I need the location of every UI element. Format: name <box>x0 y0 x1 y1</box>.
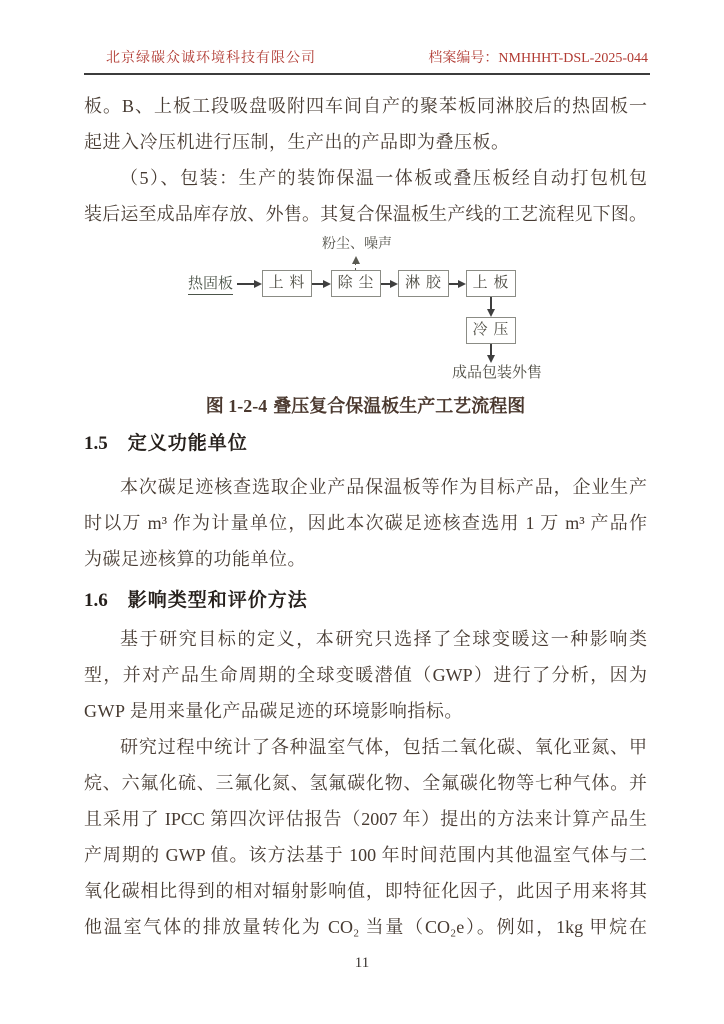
page-number: 11 <box>354 955 370 971</box>
flow-emission-label: 粉尘、噪声 <box>322 237 392 252</box>
flow-input-label: 热固板 <box>188 276 233 295</box>
company-name: 北京绿碳众诚环境科技有限公司 <box>106 51 316 66</box>
figure-title: 叠压复合保温板生产工艺流程图 <box>273 396 526 416</box>
text-line: 研究过程中统计了各种温室气体，包括二氧化碳、氧化亚氮、甲 <box>120 737 647 757</box>
paragraph-4 <box>84 621 647 729</box>
archive-value: NMHHHT-DSL-2025-044 <box>498 51 648 66</box>
flow-step-feeding: 上 料 <box>262 270 312 297</box>
figure-number: 图 1-2-4 <box>205 396 268 416</box>
text-line: （5）、包装：生产的装饰保温一体板或叠压板经自动打包机包 <box>120 168 647 188</box>
section-number: 1.5 <box>84 433 108 454</box>
section-title: 定义功能单位 <box>127 433 248 454</box>
text-line: 产周期的 GWP 值。该方法基于 100 年时间范围内其他温室气体与二 <box>84 845 647 865</box>
arrow-right-icon <box>323 280 331 288</box>
flow-step-dedust: 除 尘 <box>331 270 381 297</box>
section-heading-1-6 <box>84 585 647 617</box>
paragraph-5 <box>84 729 647 945</box>
arrow-right-icon <box>254 280 262 288</box>
arrow-line <box>237 283 255 285</box>
archive-number <box>428 50 648 67</box>
text-line: 基于研究目标的定义，本研究只选择了全球变暖这一种影响类 <box>120 629 647 649</box>
process-flow-diagram <box>84 232 647 390</box>
flow-output-label: 成品包装外售 <box>452 365 543 381</box>
text-line: 板。B、上板工段吸盘吸附四车间自产的聚苯板同淋胶后的热固板一 <box>84 96 647 116</box>
section-number: 1.6 <box>84 590 108 611</box>
arrow-right-icon <box>390 280 398 288</box>
arrow-right-icon <box>458 280 466 288</box>
text-line: GWP 是用来量化产品碳足迹的环境影响指标。 <box>84 701 463 721</box>
section-heading-1-5 <box>84 428 647 460</box>
flow-step-gluing: 淋 胶 <box>398 270 449 297</box>
arrow-up-icon <box>352 256 360 264</box>
text-line: 为碳足迹核算的功能单位。 <box>84 549 306 569</box>
text-line: 氧化碳相比得到的相对辐射影响值，即特征化因子，此因子用来将其 <box>84 881 647 901</box>
arrow-down-icon <box>487 355 495 363</box>
text-line: 且采用了 IPCC 第四次评估报告（2007 年）提出的方法来计算产品生 <box>84 809 647 829</box>
archive-label: 档案编号： <box>428 51 499 66</box>
paragraph-1 <box>84 88 647 160</box>
arrow-down-icon <box>487 309 495 317</box>
text-line: 烷、六氟化硫、三氟化氮、氢氟碳化物、全氟碳化物等七种气体。并 <box>84 773 647 793</box>
arrow-line <box>490 344 492 355</box>
document-body <box>0 75 724 945</box>
text-line: 他温室气体的排放量转化为 CO₂ 当量（CO₂e）。例如，1kg 甲烷在 <box>84 917 647 937</box>
figure-caption <box>84 390 647 422</box>
paragraph-2 <box>84 160 647 232</box>
page-header <box>84 0 650 75</box>
text-line: 起进入冷压机进行压制，生产出的产品即为叠压板。 <box>84 132 510 152</box>
text-line: 装后运至成品库存放、外售。其复合保温板生产线的工艺流程见下图。 <box>84 204 647 224</box>
text-line: 时以万 m³ 作为计量单位，因此本次碳足迹核查选用 1 万 m³ 产品作 <box>84 513 647 533</box>
flow-step-boarding: 上 板 <box>466 270 516 297</box>
paragraph-3 <box>84 469 647 577</box>
arrow-line <box>490 297 492 309</box>
text-line: 型，并对产品生命周期的全球变暖潜值（GWP）进行了分析，因为 <box>84 665 647 685</box>
section-title: 影响类型和评价方法 <box>127 590 308 611</box>
text-line: 本次碳足迹核查选取企业产品保温板等作为目标产品，企业生产 <box>120 477 647 497</box>
flow-step-coldpress: 冷 压 <box>466 317 516 344</box>
